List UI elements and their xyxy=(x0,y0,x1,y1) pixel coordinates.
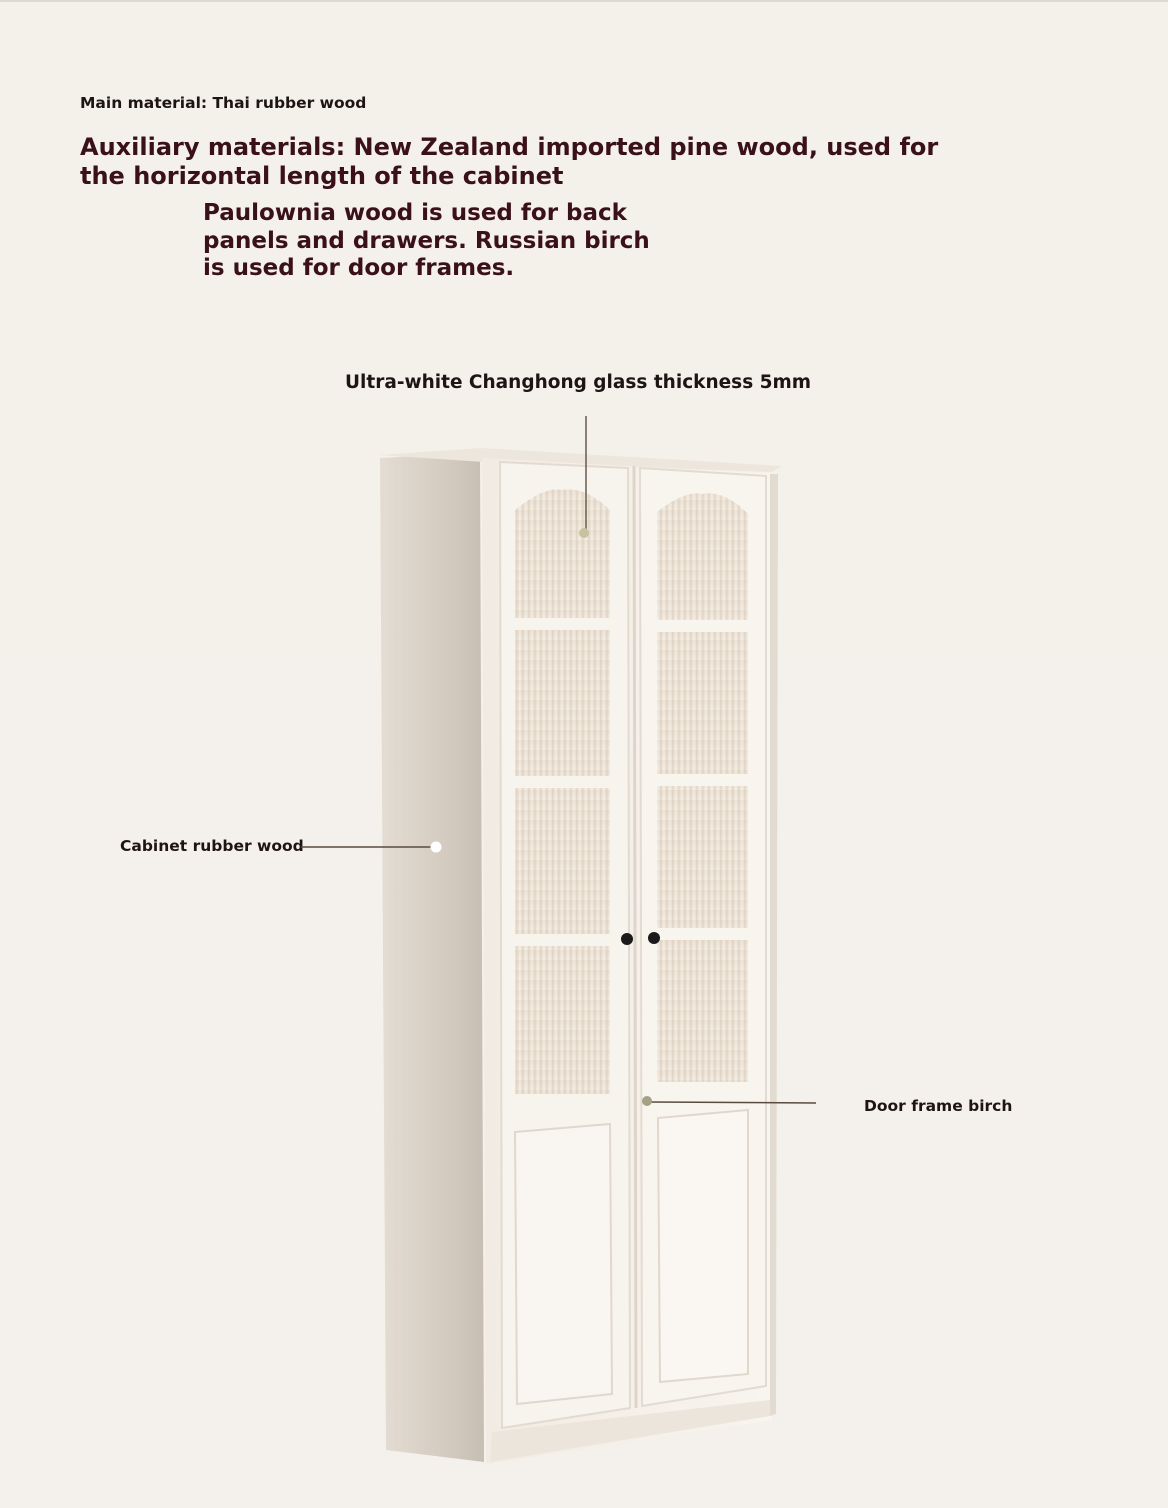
glass-callout-label: Ultra-white Changhong glass thickness 5mm xyxy=(345,372,812,393)
cabinet-side-panel xyxy=(380,452,484,1462)
door-frame-callout-dot xyxy=(642,1096,652,1106)
right-knob xyxy=(648,932,660,944)
cabinet-wood-callout-label: Cabinet rubber wood xyxy=(120,837,304,855)
cabinet-wood-callout-dot xyxy=(431,842,442,853)
door-frame-callout-label: Door frame birch xyxy=(864,1097,1013,1115)
right-glass-panel-3 xyxy=(657,786,748,928)
left-glass-panel-2 xyxy=(515,630,610,776)
left-glass-panel-3 xyxy=(515,788,610,934)
paulownia-text-line-3: is used for door frames. xyxy=(203,255,515,281)
left-lower-panel xyxy=(515,1124,612,1404)
paulownia-text-line-2: panels and drawers. Russian birch xyxy=(203,228,650,254)
right-lower-panel xyxy=(658,1110,748,1382)
right-glass-panel-4 xyxy=(657,940,748,1082)
door-gap xyxy=(634,466,636,1408)
door-frame-callout-line xyxy=(650,1102,816,1103)
left-glass-panel-1 xyxy=(515,489,610,618)
paulownia-text-line-1: Paulownia wood is used for back xyxy=(203,200,627,226)
right-glass-panel-2 xyxy=(657,632,748,774)
auxiliary-materials-line-2: the horizontal length of the cabinet xyxy=(80,162,564,190)
left-knob xyxy=(621,933,633,945)
right-glass-panel-1 xyxy=(657,493,748,620)
main-material-text: Main material: Thai rubber wood xyxy=(80,94,367,112)
cabinet-right-edge xyxy=(770,474,778,1416)
auxiliary-materials-line-1: Auxiliary materials: New Zealand imported pine wood, used for xyxy=(80,133,939,161)
left-glass-panel-4 xyxy=(515,946,610,1094)
glass-callout-dot xyxy=(579,528,589,538)
